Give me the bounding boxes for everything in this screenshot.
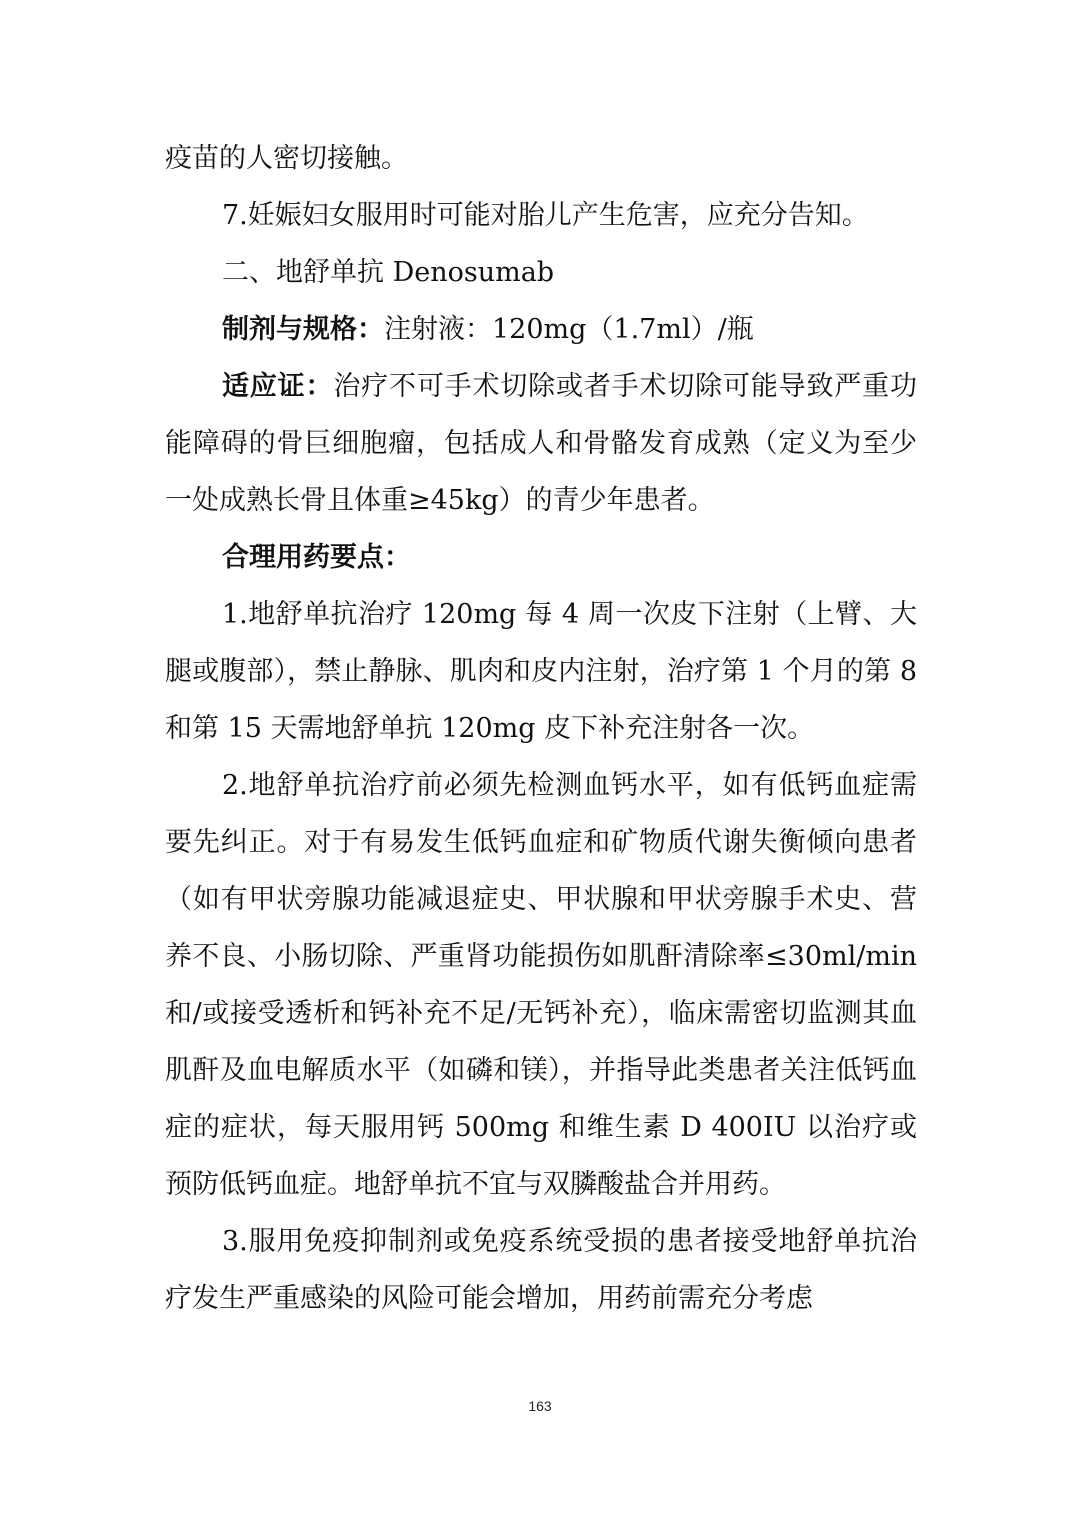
paragraph-formulation xyxy=(165,301,917,358)
paragraph-key-points-heading xyxy=(165,529,917,586)
indication-text: 治疗不可手术切除或者手术切除可能导致严重功能障碍的骨巨细胞瘤，包括成人和骨骼发育成熟（定义为至少一处成熟长骨且体重≥45kg）的青少年患者。 xyxy=(165,371,918,516)
section-heading-denosumab: 二、地舒单抗 Denosumab xyxy=(222,257,555,288)
formulation-label: 制剂与规格： xyxy=(222,314,384,345)
paragraph-indication xyxy=(165,358,917,529)
page-number: 163 xyxy=(528,1398,552,1414)
formulation-text: 注射液：120mg（1.7ml）/瓶 xyxy=(384,314,754,345)
indication-label: 适应证： xyxy=(222,371,334,402)
paragraph-point-3: 3.服用免疫抑制剂或免疫系统受损的患者接受地舒单抗治疗发生严重感染的风险可能会增加，用药前需充分考虑 xyxy=(165,1226,917,1314)
paragraph-continuation: 疫苗的人密切接触。 xyxy=(165,143,408,174)
paragraph-point-2: 2.地舒单抗治疗前必须先检测血钙水平，如有低钙血症需要先纠正。对于有易发生低钙血症和矿物质代谢失衡倾向患者（如有甲状旁腺功能减退症史、甲状腺和甲状旁腺手术史、营养不良、小肠切除、严重肾功能损伤如肌酐清除率≤30ml/min 和/或接受透析和钙补充不足/无钙补充），临床需密切监测其血肌酐及血电解质水平（如磷和镁），并指导此类患者关注低钙血症的症状，每天服用钙 500mg 和维生素 D 400IU 以治疗或预防低钙血症。地舒单抗不宜与双膦酸盐合并用药。 xyxy=(165,770,917,1200)
body-text xyxy=(165,130,917,1327)
paragraph-item-7: 7.妊娠妇女服用时可能对胎儿产生危害，应充分告知。 xyxy=(222,200,869,231)
paragraph-point-1: 1.地舒单抗治疗 120mg 每 4 周一次皮下注射（上臂、大腿或腹部），禁止静脉、肌肉和皮内注射，治疗第 1 个月的第 8 和第 15 天需地舒单抗 120mg 皮下补充注射各一次。 xyxy=(165,599,917,744)
key-points-label: 合理用药要点： xyxy=(222,542,411,573)
